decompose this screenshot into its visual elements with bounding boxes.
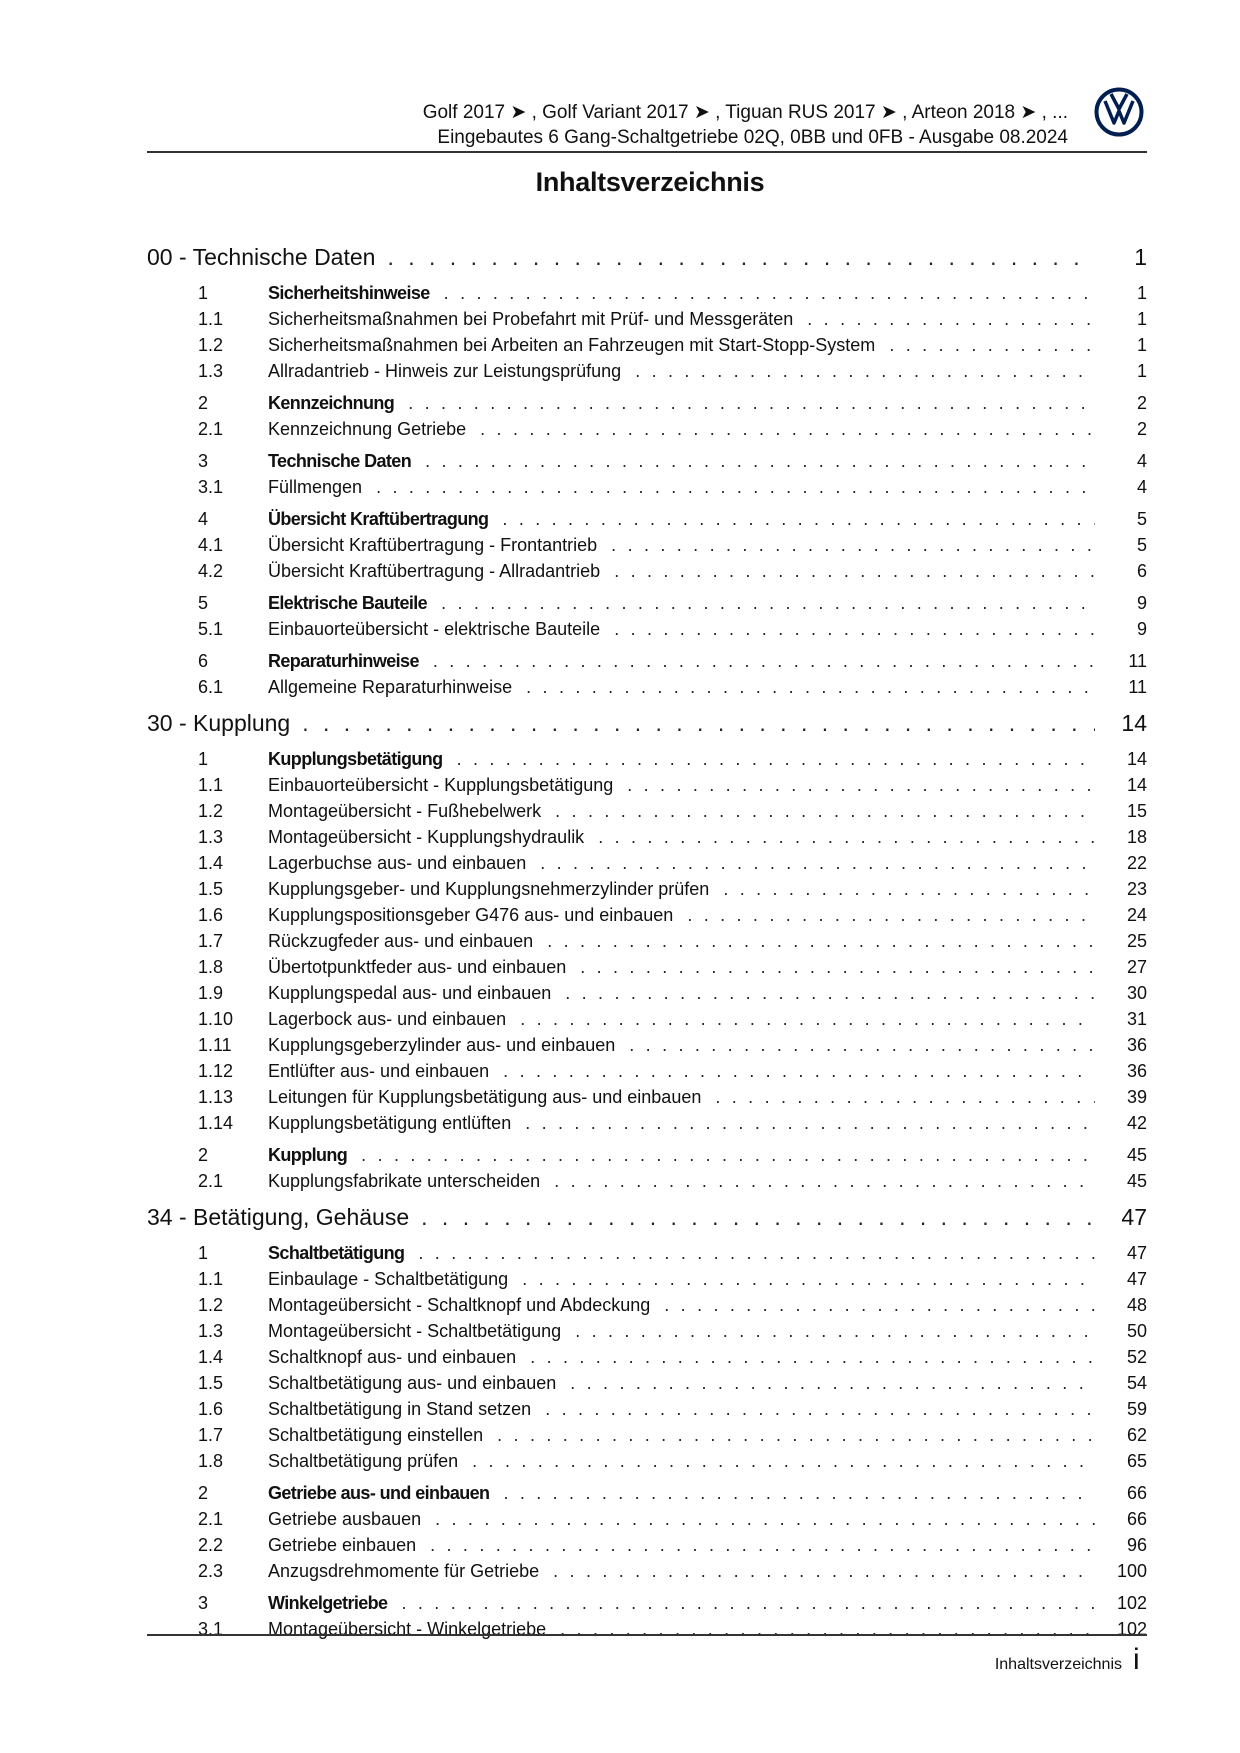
toc-subsection-page: 54: [1126, 1373, 1147, 1393]
toc-subsection-title: Übersicht Kraftübertragung - Frontantrieb: [268, 535, 598, 555]
toc-subsection-title: Kupplungsgeber- und Kupplungsnehmerzylinder prüfen: [268, 879, 710, 899]
toc-leader-dots: [408, 390, 1095, 416]
page-title: Inhaltsverzeichnis: [535, 167, 765, 197]
header-rule: [147, 151, 1147, 153]
toc-leader-dots: [430, 1532, 1095, 1558]
toc-subsection-page: 2: [1136, 419, 1147, 439]
toc-section-entry[interactable]: [147, 1480, 1147, 1506]
toc-subsection-page: 27: [1126, 957, 1147, 977]
toc-section-title: Reparaturhinweise: [268, 651, 419, 671]
table-of-contents: [147, 236, 1147, 1648]
toc-subsection-entry[interactable]: [147, 928, 1147, 954]
toc-subsection-page: 15: [1126, 801, 1147, 821]
toc-subsection-entry[interactable]: [147, 474, 1147, 500]
toc-section-number: 2: [198, 1483, 209, 1503]
toc-subsection-title: Kupplungsfabrikate unterscheiden: [268, 1171, 541, 1191]
toc-section-number: 4: [198, 509, 209, 529]
toc-subsection-number: 1.7: [198, 1425, 224, 1445]
toc-leader-dots: [425, 448, 1095, 474]
toc-subsection-title: Anzugsdrehmomente für Getriebe: [268, 1561, 540, 1581]
toc-subsection-entry[interactable]: [147, 532, 1147, 558]
toc-subsection-page: 42: [1126, 1113, 1147, 1133]
toc-subsection-entry[interactable]: [147, 1292, 1147, 1318]
toc-leader-dots: [530, 1344, 1095, 1370]
toc-leader-dots: [598, 824, 1095, 850]
toc-subsection-number: 1.5: [198, 1373, 224, 1393]
toc-subsection-entry[interactable]: [147, 824, 1147, 850]
toc-subsection-number: 4.2: [198, 561, 224, 581]
toc-leader-dots: [522, 1266, 1095, 1292]
toc-subsection-number: 1.2: [198, 335, 224, 355]
toc-section-page: 5: [1136, 509, 1147, 529]
toc-chapter-page: 1: [1134, 244, 1147, 270]
toc-subsection-page: 23: [1126, 879, 1147, 899]
toc-subsection-title: Übertotpunktfeder aus- und einbauen: [268, 957, 567, 977]
toc-leader-dots: [553, 1558, 1095, 1584]
toc-subsection-page: 48: [1126, 1295, 1147, 1315]
toc-subsection-title: Montageübersicht - Winkelgetriebe: [268, 1619, 547, 1639]
toc-subsection-entry[interactable]: [147, 954, 1147, 980]
toc-section-entry[interactable]: [147, 648, 1147, 674]
toc-subsection-entry[interactable]: [147, 1448, 1147, 1474]
toc-subsection-page: 96: [1126, 1535, 1147, 1555]
toc-section-title: Winkelgetriebe: [268, 1593, 388, 1613]
toc-leader-dots: [444, 280, 1095, 306]
toc-subsection-number: 1.6: [198, 1399, 224, 1419]
toc-subsection-page: 66: [1126, 1509, 1147, 1529]
toc-subsection-title: Getriebe ausbauen: [268, 1509, 422, 1529]
toc-subsection-title: Rückzugfeder aus- und einbauen: [268, 931, 534, 951]
toc-subsection-title: Entlüfter aus- und einbauen: [268, 1061, 490, 1081]
toc-subsection-page: 36: [1126, 1061, 1147, 1081]
toc-leader-dots: [664, 1292, 1095, 1318]
toc-subsection-page: 39: [1126, 1087, 1147, 1107]
toc-subsection-title: Füllmengen: [268, 477, 363, 497]
toc-subsection-page: 18: [1126, 827, 1147, 847]
toc-leader-dots: [547, 928, 1095, 954]
toc-leader-dots: [629, 1032, 1095, 1058]
toc-subsection-number: 1.6: [198, 905, 224, 925]
toc-section-page: 14: [1126, 749, 1147, 769]
toc-subsection-page: 4: [1136, 477, 1147, 497]
toc-subsection-title: Kupplungsbetätigung entlüften: [268, 1113, 512, 1133]
toc-subsection-title: Montageübersicht - Schaltbetätigung: [268, 1321, 562, 1341]
toc-leader-dots: [472, 1448, 1095, 1474]
toc-subsection-number: 1.14: [198, 1113, 234, 1133]
toc-section-number: 3: [198, 1593, 209, 1613]
toc-subsection-number: 1.5: [198, 879, 224, 899]
toc-leader-dots: [418, 1240, 1095, 1266]
toc-leader-dots: [635, 358, 1095, 384]
toc-leader-dots: [401, 1590, 1095, 1616]
toc-leader-dots: [614, 616, 1095, 642]
header-vehicle-line: Golf 2017 ➤ , Golf Variant 2017 ➤ , Tiguan RUS 2017 ➤ , Arteon 2018 ➤ , ...: [422, 102, 1068, 123]
toc-section-number: 2: [198, 393, 209, 413]
toc-subsection-entry[interactable]: [147, 616, 1147, 642]
toc-leader-dots: [889, 332, 1095, 358]
toc-subsection-entry[interactable]: [147, 1422, 1147, 1448]
toc-subsection-number: 2.3: [198, 1561, 224, 1581]
toc-subsection-page: 9: [1136, 619, 1147, 639]
toc-subsection-title: Allradantrieb - Hinweis zur Leistungsprüfung: [268, 361, 622, 381]
toc-leader-dots: [361, 1142, 1095, 1168]
toc-subsection-title: Einbaulage - Schaltbetätigung: [268, 1269, 509, 1289]
toc-leader-dots: [497, 1422, 1095, 1448]
toc-leader-dots: [545, 1396, 1095, 1422]
toc-subsection-title: Übersicht Kraftübertragung - Allradantrieb: [268, 561, 601, 581]
toc-leader-dots: [441, 590, 1095, 616]
toc-subsection-number: 1.9: [198, 983, 224, 1003]
toc-leader-dots: [503, 1058, 1095, 1084]
toc-leader-dots: [421, 1200, 1095, 1234]
toc-subsection-number: 1.3: [198, 827, 224, 847]
toc-leader-dots: [611, 532, 1095, 558]
toc-subsection-page: 11: [1128, 677, 1147, 697]
toc-section-entry[interactable]: [147, 590, 1147, 616]
toc-leader-dots: [435, 1506, 1095, 1532]
toc-section-title: Elektrische Bauteile: [268, 593, 428, 613]
toc-subsection-number: 5.1: [198, 619, 224, 639]
toc-subsection-page: 100: [1116, 1561, 1147, 1581]
toc-section-number: 1: [198, 749, 209, 769]
toc-subsection-entry[interactable]: [147, 980, 1147, 1006]
toc-subsection-page: 62: [1126, 1425, 1147, 1445]
toc-subsection-title: Getriebe einbauen: [268, 1535, 417, 1555]
toc-leader-dots: [614, 558, 1095, 584]
toc-subsection-title: Montageübersicht - Kupplungshydraulik: [268, 827, 585, 847]
toc-subsection-page: 1: [1136, 309, 1147, 329]
toc-subsection-entry[interactable]: [147, 1616, 1147, 1642]
toc-subsection-title: Einbauorteübersicht - Kupplungsbetätigung: [268, 775, 614, 795]
header-edition-line: Eingebautes 6 Gang-Schaltgetriebe 02Q, 0BB und 0FB - Ausgabe 08.2024: [437, 127, 1068, 148]
toc-section-title: Kupplung: [268, 1145, 348, 1165]
toc-chapter-entry[interactable]: [147, 1200, 1147, 1234]
toc-subsection-number: 1.13: [198, 1087, 234, 1107]
toc-section-number: 6: [198, 651, 209, 671]
toc-subsection-page: 1: [1136, 361, 1147, 381]
toc-leader-dots: [457, 746, 1095, 772]
toc-chapter: [147, 240, 1147, 700]
toc-section-title: Kennzeichnung: [268, 393, 395, 413]
toc-subsection-title: Sicherheitsmaßnahmen bei Probefahrt mit Prüf- und Messgeräten: [268, 309, 794, 329]
toc-section-page: 11: [1128, 651, 1147, 671]
toc-subsection-entry[interactable]: [147, 902, 1147, 928]
toc-subsection-entry[interactable]: [147, 306, 1147, 332]
toc-subsection-entry[interactable]: [147, 1370, 1147, 1396]
toc-subsection-number: 1.3: [198, 1321, 224, 1341]
toc-leader-dots: [554, 1168, 1095, 1194]
toc-subsection-number: 2.1: [198, 419, 224, 439]
toc-subsection-entry[interactable]: [147, 1110, 1147, 1136]
toc-section-page: 4: [1136, 451, 1147, 471]
toc-chapter: [147, 706, 1147, 1194]
toc-section-title: Getriebe aus- und einbauen: [268, 1483, 490, 1503]
vw-logo-icon: [1094, 87, 1144, 137]
toc-subsection-entry[interactable]: [147, 1318, 1147, 1344]
toc-leader-dots: [376, 474, 1095, 500]
toc-subsection-entry[interactable]: [147, 1006, 1147, 1032]
toc-subsection-title: Leitungen für Kupplungsbetätigung aus- und einbauen: [268, 1087, 702, 1107]
toc-leader-dots: [627, 772, 1095, 798]
toc-section-page: 66: [1126, 1483, 1147, 1503]
toc-leader-dots: [502, 506, 1095, 532]
toc-section-title: Kupplungsbetätigung: [268, 749, 443, 769]
footer-page-number: i: [1133, 1643, 1140, 1676]
toc-subsection-title: Schaltbetätigung prüfen: [268, 1451, 459, 1471]
toc-subsection-page: 24: [1126, 905, 1147, 925]
toc-subsection-entry[interactable]: [147, 850, 1147, 876]
toc-subsection-number: 1.11: [198, 1035, 232, 1055]
toc-subsection-number: 1.2: [198, 801, 224, 821]
toc-leader-dots: [433, 648, 1095, 674]
toc-section-entry[interactable]: [147, 1142, 1147, 1168]
toc-subsection-page: 45: [1126, 1171, 1147, 1191]
toc-subsection-number: 2.1: [198, 1509, 224, 1529]
toc-chapter-entry[interactable]: [147, 240, 1147, 274]
toc-subsection-title: Schaltbetätigung einstellen: [268, 1425, 484, 1445]
toc-section-page: 47: [1126, 1243, 1147, 1263]
toc-subsection-entry[interactable]: [147, 1344, 1147, 1370]
toc-subsection-number: 1.7: [198, 931, 224, 951]
toc-leader-dots: [480, 416, 1095, 442]
toc-subsection-page: 65: [1126, 1451, 1147, 1471]
toc-chapter-title: 34 - Betätigung, Gehäuse: [147, 1204, 410, 1230]
toc-subsection-number: 4.1: [198, 535, 224, 555]
toc-subsection-page: 102: [1116, 1619, 1147, 1639]
toc-subsection-number: 1.4: [198, 1347, 224, 1367]
footer-label: Inhaltsverzeichnis: [994, 1656, 1122, 1673]
toc-subsection-title: Schaltknopf aus- und einbauen: [268, 1347, 517, 1367]
toc-leader-dots: [715, 1084, 1095, 1110]
toc-subsection-title: Kennzeichnung Getriebe: [268, 419, 467, 439]
toc-subsection-page: 6: [1136, 561, 1147, 581]
toc-subsection-number: 1.10: [198, 1009, 234, 1029]
toc-subsection-entry[interactable]: [147, 416, 1147, 442]
toc-chapter-entry[interactable]: [147, 706, 1147, 740]
toc-subsection-number: 1.2: [198, 1295, 224, 1315]
footer-rule: [147, 1634, 1147, 1636]
toc-chapter-page: 14: [1121, 710, 1147, 736]
toc-subsection-page: 52: [1126, 1347, 1147, 1367]
toc-subsection-page: 5: [1136, 535, 1147, 555]
toc-section-entry[interactable]: [147, 746, 1147, 772]
toc-section-entry[interactable]: [147, 1240, 1147, 1266]
toc-subsection-number: 2.2: [198, 1535, 224, 1555]
toc-subsection-entry[interactable]: [147, 1266, 1147, 1292]
toc-subsection-entry[interactable]: [147, 674, 1147, 700]
toc-subsection-number: 1.1: [198, 775, 224, 795]
toc-leader-dots: [723, 876, 1095, 902]
toc-section-entry[interactable]: [147, 448, 1147, 474]
toc-subsection-title: Montageübersicht - Schaltknopf und Abdeckung: [268, 1295, 651, 1315]
toc-subsection-number: 1.1: [198, 1269, 224, 1289]
toc-subsection-entry[interactable]: [147, 1396, 1147, 1422]
toc-subsection-entry[interactable]: [147, 558, 1147, 584]
toc-section-page: 102: [1116, 1593, 1147, 1613]
toc-leader-dots: [807, 306, 1095, 332]
toc-subsection-number: 1.4: [198, 853, 224, 873]
toc-subsection-page: 1: [1136, 335, 1147, 355]
toc-subsection-number: 1.8: [198, 957, 224, 977]
toc-section-entry[interactable]: [147, 506, 1147, 532]
toc-subsection-title: Kupplungspedal aus- und einbauen: [268, 983, 552, 1003]
toc-leader-dots: [570, 1370, 1095, 1396]
toc-leader-dots: [565, 980, 1095, 1006]
toc-section-number: 2: [198, 1145, 209, 1165]
toc-subsection-page: 31: [1126, 1009, 1147, 1029]
toc-subsection-title: Sicherheitsmaßnahmen bei Arbeiten an Fahrzeugen mit Start-Stopp-System: [268, 335, 876, 355]
toc-subsection-title: Kupplungsgeberzylinder aus- und einbauen: [268, 1035, 616, 1055]
toc-subsection-entry[interactable]: [147, 1084, 1147, 1110]
toc-subsection-page: 50: [1126, 1321, 1147, 1341]
toc-subsection-title: Schaltbetätigung in Stand setzen: [268, 1399, 532, 1419]
page-header: [0, 0, 1240, 160]
toc-section-page: 1: [1136, 283, 1147, 303]
toc-section-entry[interactable]: [147, 1590, 1147, 1616]
toc-subsection-page: 22: [1126, 853, 1147, 873]
toc-subsection-entry[interactable]: [147, 772, 1147, 798]
toc-subsection-number: 3.1: [198, 1619, 224, 1639]
toc-chapter: [147, 1200, 1147, 1642]
toc-subsection-entry[interactable]: [147, 332, 1147, 358]
toc-section-title: Schaltbetätigung: [268, 1243, 405, 1263]
toc-chapter-page: 47: [1121, 1204, 1147, 1230]
toc-leader-dots: [687, 902, 1095, 928]
toc-leader-dots: [575, 1318, 1095, 1344]
toc-section-page: 2: [1136, 393, 1147, 413]
toc-subsection-page: 47: [1126, 1269, 1147, 1289]
toc-leader-dots: [540, 850, 1095, 876]
toc-subsection-number: 1.8: [198, 1451, 224, 1471]
toc-subsection-entry[interactable]: [147, 798, 1147, 824]
toc-subsection-entry[interactable]: [147, 358, 1147, 384]
toc-subsection-entry[interactable]: [147, 1168, 1147, 1194]
toc-leader-dots: [525, 1110, 1095, 1136]
toc-section-page: 9: [1136, 593, 1147, 613]
toc-subsection-title: Einbauorteübersicht - elektrische Bauteile: [268, 619, 601, 639]
toc-section-entry[interactable]: [147, 280, 1147, 306]
toc-subsection-entry[interactable]: [147, 1558, 1147, 1584]
toc-subsection-title: Allgemeine Reparaturhinweise: [268, 677, 513, 697]
toc-section-title: Sicherheitshinweise: [268, 283, 430, 303]
toc-subsection-entry[interactable]: [147, 1058, 1147, 1084]
toc-leader-dots: [387, 240, 1095, 274]
toc-leader-dots: [560, 1616, 1095, 1642]
toc-subsection-title: Lagerbock aus- und einbauen: [268, 1009, 507, 1029]
toc-section-number: 1: [198, 1243, 209, 1263]
toc-section-entry[interactable]: [147, 390, 1147, 416]
toc-subsection-title: Montageübersicht - Fußhebelwerk: [268, 801, 542, 821]
toc-leader-dots: [526, 674, 1095, 700]
toc-section-page: 45: [1126, 1145, 1147, 1165]
toc-subsection-number: 3.1: [198, 477, 224, 497]
toc-subsection-page: 14: [1126, 775, 1147, 795]
toc-section-title: Übersicht Kraftübertragung: [268, 509, 489, 529]
toc-subsection-number: 1.3: [198, 361, 224, 381]
toc-leader-dots: [503, 1480, 1095, 1506]
toc-leader-dots: [580, 954, 1095, 980]
toc-subsection-page: 59: [1126, 1399, 1147, 1419]
toc-section-number: 5: [198, 593, 209, 613]
toc-subsection-title: Lagerbuchse aus- und einbauen: [268, 853, 527, 873]
toc-chapter-title: 30 - Kupplung: [147, 710, 291, 736]
toc-section-number: 1: [198, 283, 209, 303]
toc-subsection-title: Schaltbetätigung aus- und einbauen: [268, 1373, 557, 1393]
toc-subsection-title: Kupplungspositionsgeber G476 aus- und einbauen: [268, 905, 674, 925]
toc-subsection-entry[interactable]: [147, 1532, 1147, 1558]
toc-section-number: 3: [198, 451, 209, 471]
toc-leader-dots: [520, 1006, 1095, 1032]
toc-subsection-number: 2.1: [198, 1171, 224, 1191]
toc-section-title: Technische Daten: [268, 451, 412, 471]
toc-leader-dots: [555, 798, 1095, 824]
toc-subsection-entry[interactable]: [147, 1506, 1147, 1532]
toc-subsection-number: 6.1: [198, 677, 224, 697]
toc-subsection-number: 1.12: [198, 1061, 234, 1081]
toc-subsection-page: 30: [1126, 983, 1147, 1003]
toc-subsection-page: 25: [1126, 931, 1147, 951]
toc-leader-dots: [302, 706, 1095, 740]
toc-subsection-number: 1.1: [198, 309, 224, 329]
toc-subsection-page: 36: [1126, 1035, 1147, 1055]
toc-subsection-entry[interactable]: [147, 1032, 1147, 1058]
toc-subsection-entry[interactable]: [147, 876, 1147, 902]
toc-chapter-title: 00 - Technische Daten: [147, 244, 376, 270]
